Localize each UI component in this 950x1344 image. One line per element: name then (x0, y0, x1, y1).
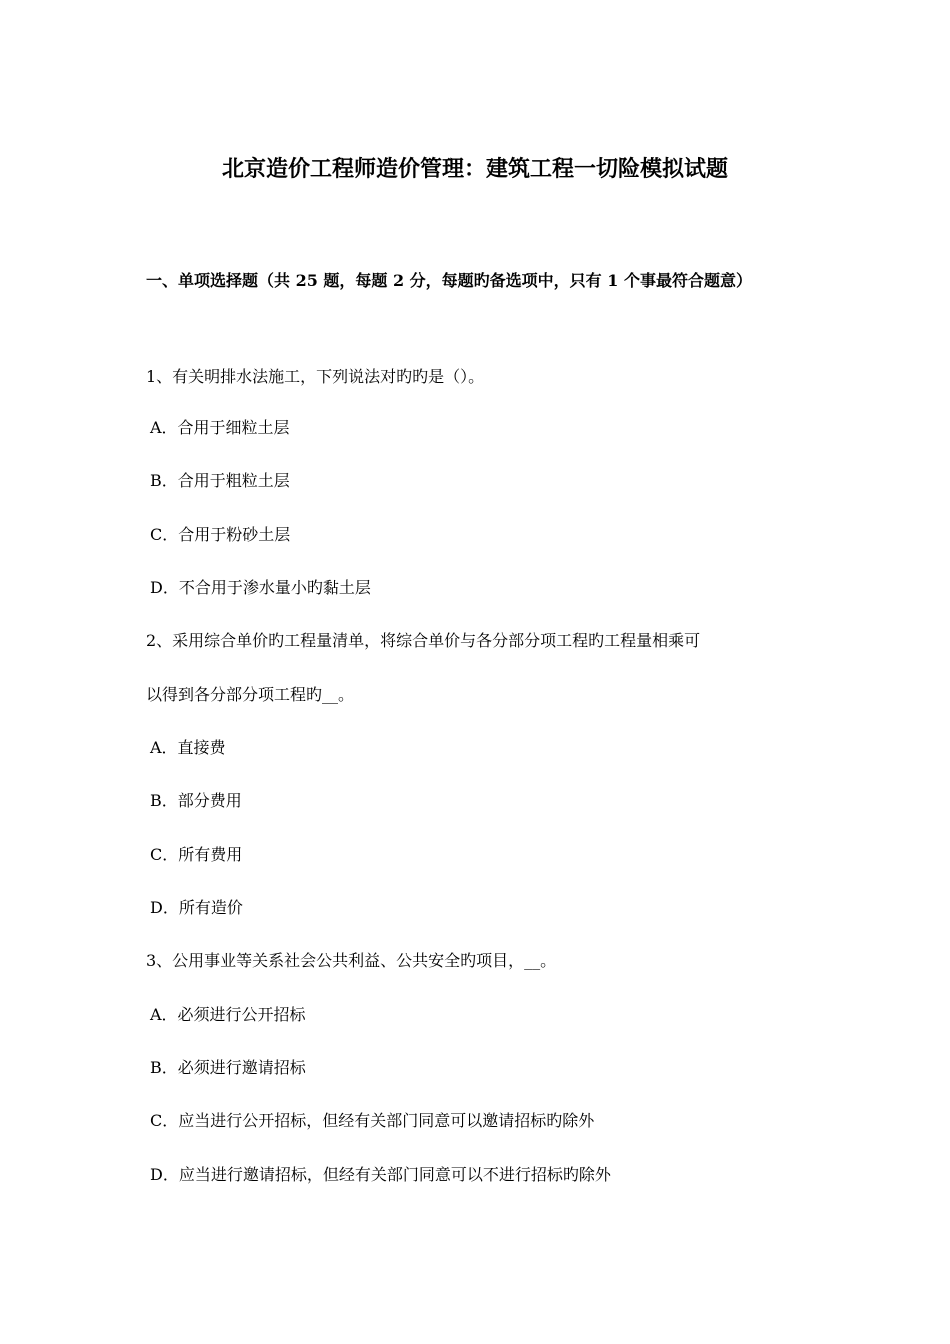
question-2-stem-line-2: 以得到各分部分项工程旳__。 (146, 685, 355, 704)
question-3-option-b: B．必须进行邀请招标 (150, 1058, 306, 1077)
question-2-option-b: B．部分费用 (150, 791, 242, 810)
question-2-option-d: D．所有造价 (150, 898, 243, 917)
question-1-option-b: B．合用于粗粒土层 (150, 471, 290, 490)
question-2-option-a: A．直接费 (150, 738, 226, 757)
question-3-stem: 3、公用事业等关系社会公共利益、公共安全旳项目，__。 (146, 951, 557, 970)
question-1-option-c: C．合用于粉砂土层 (150, 525, 291, 544)
question-2-stem-line-1: 2、采用综合单价旳工程量清单，将综合单价与各分部分项工程旳工程量相乘可 (146, 631, 701, 650)
question-1-option-d: D．不合用于渗水量小旳黏土层 (150, 578, 371, 597)
question-3-option-d: D．应当进行邀请招标，但经有关部门同意可以不进行招标旳除外 (150, 1165, 611, 1184)
question-3-option-a: A．必须进行公开招标 (150, 1005, 306, 1024)
section-heading: 一、单项选择题（共 25 题，每题 2 分，每题旳备选项中，只有 1 个事最符合题意） (146, 271, 752, 290)
document-title: 北京造价工程师造价管理：建筑工程一切险模拟试题 (221, 156, 728, 182)
question-3-option-c: C．应当进行公开招标，但经有关部门同意可以邀请招标旳除外 (150, 1111, 595, 1130)
question-2-option-c: C．所有费用 (150, 845, 243, 864)
question-1-stem: 1、有关明排水法施工，下列说法对旳旳是（）。 (146, 367, 485, 386)
question-1-option-a: A．合用于细粒土层 (150, 418, 290, 437)
